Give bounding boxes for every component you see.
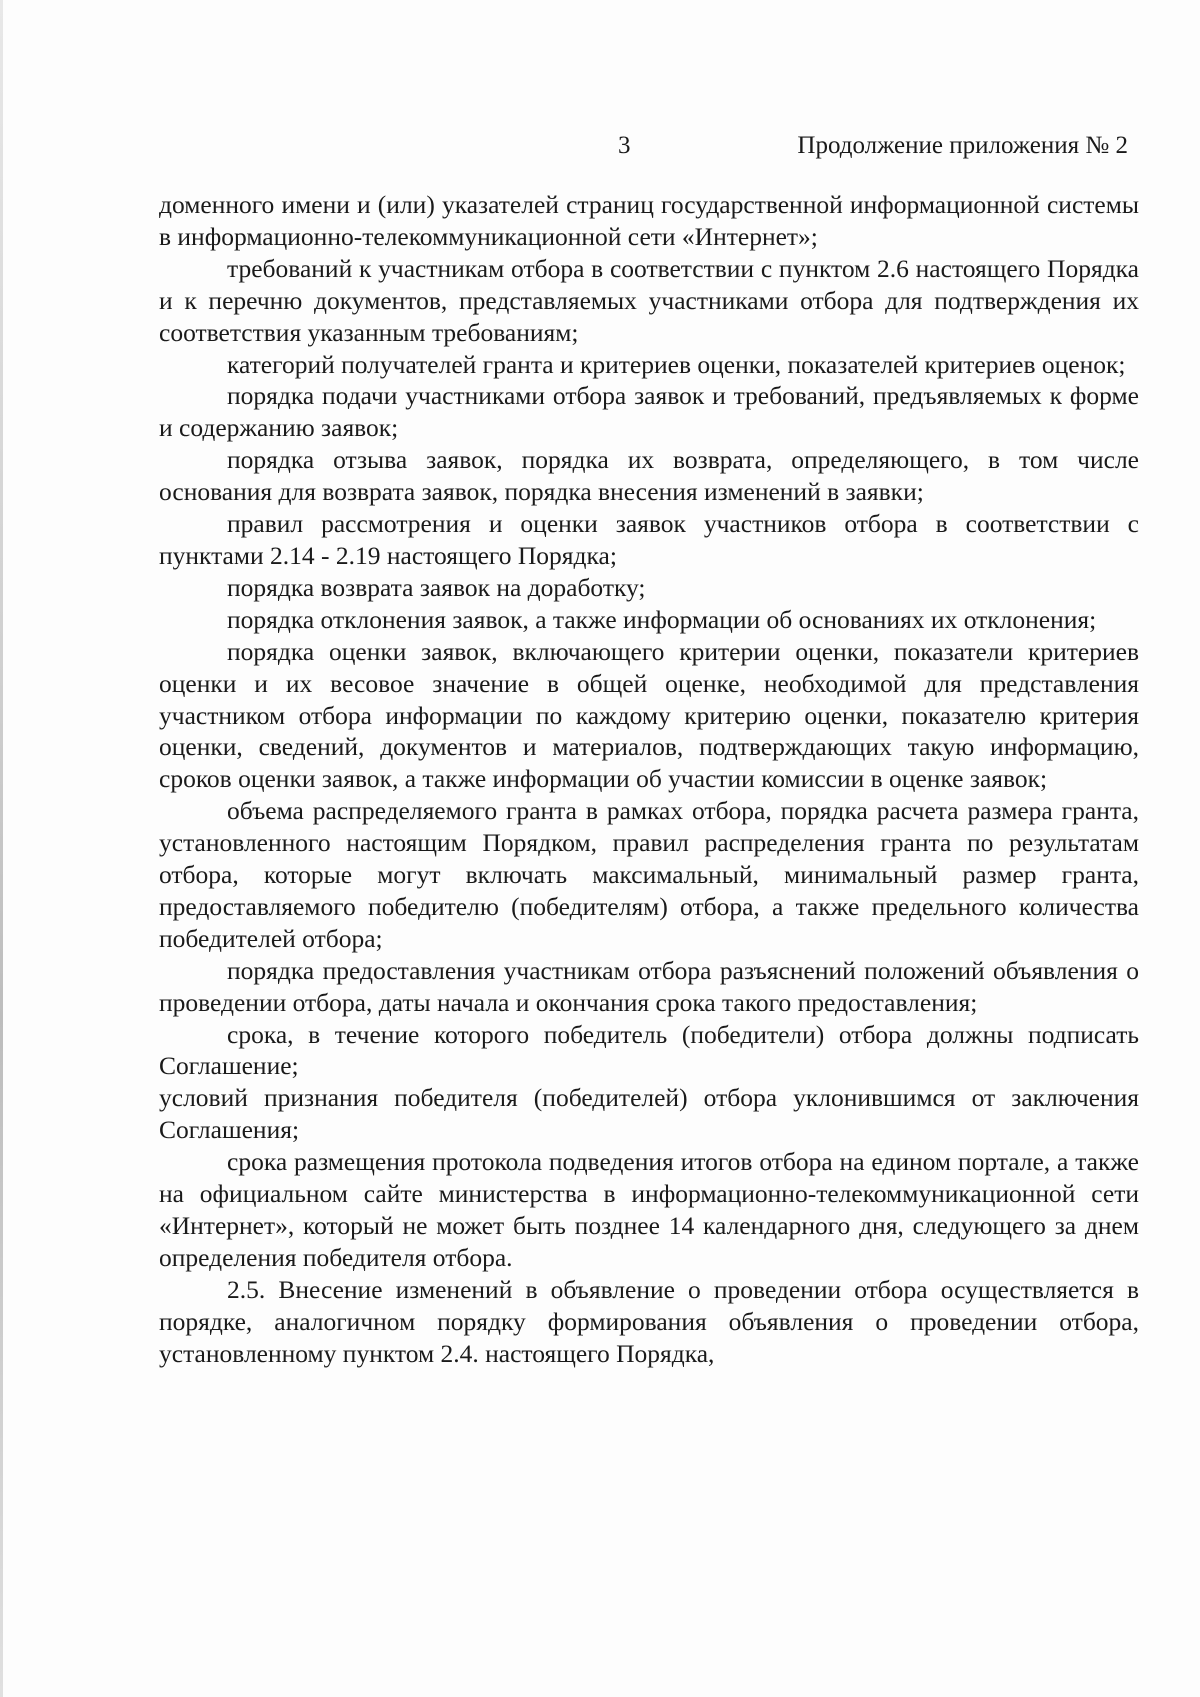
page-header: [0, 132, 1200, 172]
paragraph: порядка оценки заявок, включающего критерии оценки, показатели критериев оценки и их весовое значение в общей оценке, необходимой для представления участником отбора информации по каждому критерию оценки, показателю критерия оценки, сведений, документов и материалов, подтверждающих такую информацию, сроков оценки заявок, а также информации об участии комиссии в оценке заявок;: [159, 636, 1139, 794]
paragraph: порядка подачи участниками отбора заявок и требований, предъявляемых к форме и содержанию заявок;: [159, 381, 1139, 443]
page-number: 3: [618, 132, 631, 159]
document-body: [159, 189, 1139, 1370]
paragraph: порядка отзыва заявок, порядка их возврата, определяющего, в том числе основания для возврата заявок, порядка внесения изменений в заявки;: [159, 445, 1139, 507]
appendix-continuation-label: Продолжение приложения № 2: [797, 132, 1128, 159]
paragraph: срока размещения протокола подведения итогов отбора на едином портале, а также на официальном сайте министерства в информационно-телекоммуникационной сети «Интернет», который не может быть позднее 14 календарного дня, следующего за днем определения победителя отбора.: [159, 1147, 1139, 1272]
paragraph: условий признания победителя (победителей) отбора уклонившимся от заключения Соглашения;: [159, 1083, 1139, 1145]
paragraph: правил рассмотрения и оценки заявок участников отбора в соответствии с пунктами 2.14 - 2.19 настоящего Порядка;: [159, 509, 1139, 570]
paragraph: порядка отклонения заявок, а также информации об основаниях их отклонения;: [227, 604, 1097, 634]
paragraph-section-2-5: 2.5. Внесение изменений в объявление о проведении отбора осуществляется в порядке, аналогичном порядку формирования объявления о проведении отбора, установленному пунктом 2.4. настоящего Порядка,: [159, 1274, 1139, 1368]
scan-edge: [0, 0, 3, 1697]
paragraph: порядка возврата заявок на доработку;: [227, 572, 646, 602]
paragraph: доменного имени и (или) указателей страниц государственной информационной системы в информационно-телекоммуникационной сети «Интернет»;: [159, 190, 1139, 251]
paragraph: срока, в течение которого победитель (победители) отбора должны подписать Соглашение;: [159, 1019, 1139, 1081]
paragraph: требований к участникам отбора в соответствии с пунктом 2.6 настоящего Порядка и к перечню документов, представляемых участниками отбора для подтверждения их соответствия указанным требованиям;: [159, 253, 1139, 347]
paragraph: порядка предоставления участникам отбора разъяснений положений объявления о проведении отбора, даты начала и окончания срока такого предоставления;: [159, 955, 1139, 1017]
paragraph: объема распределяемого гранта в рамках отбора, порядка расчета размера гранта, установленного настоящим Порядком, правил распределения гранта по результатам отбора, которые могут включать максимальный, минимальный размер гранта, предоставляемого победителю (победителям) отбора, а также предельного количества победителей отбора;: [159, 796, 1139, 953]
paragraph: категорий получателей гранта и критериев оценки, показателей критериев оценок;: [227, 349, 1126, 379]
